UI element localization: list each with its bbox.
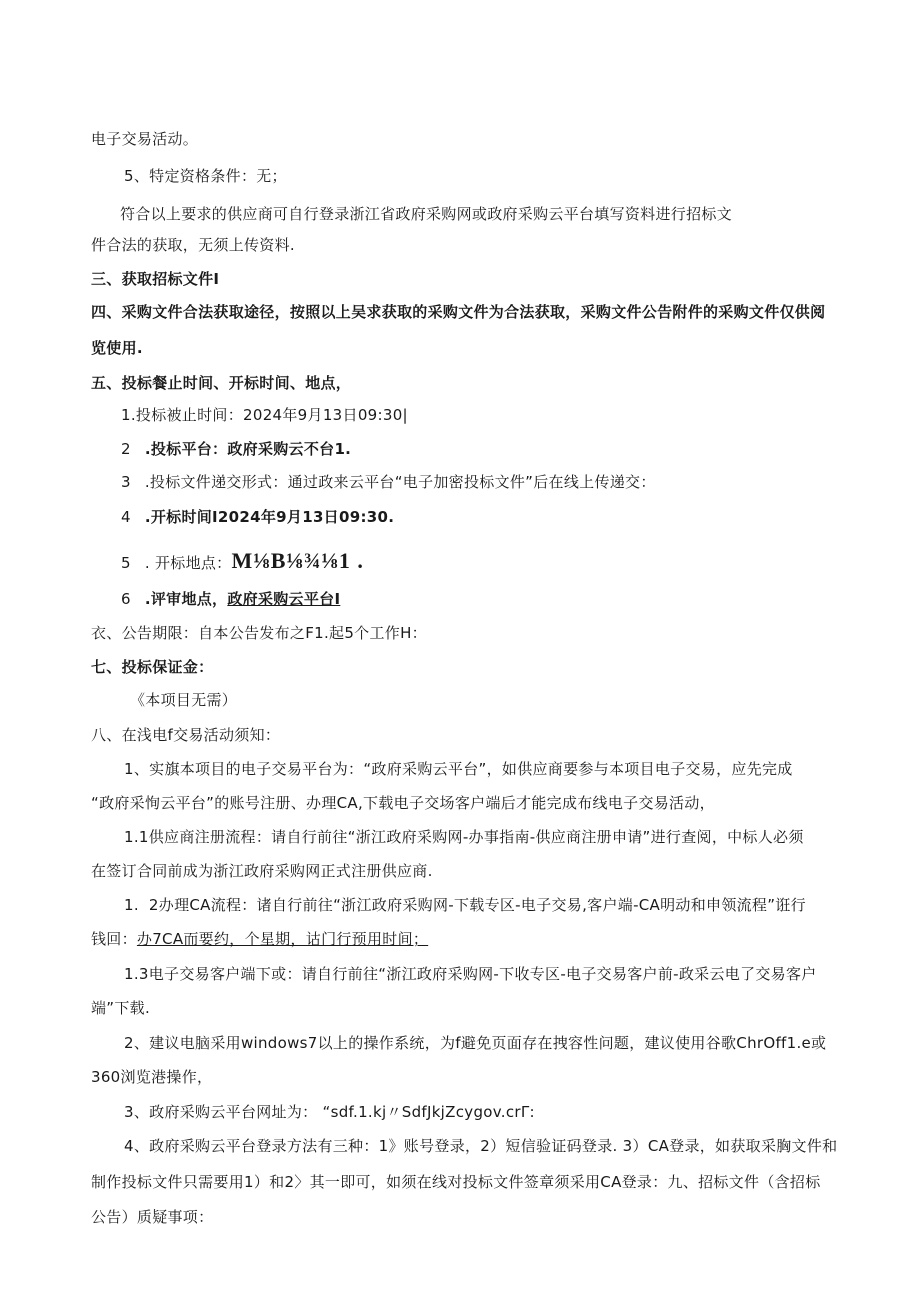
review-location-value: 政府采购云平台I (227, 590, 341, 608)
item-label: .评审地点， (144, 590, 228, 608)
text-line: 360浏览港操作， (91, 1068, 213, 1086)
text-line: 件合法的获取，无须上传资料. (91, 236, 295, 254)
text-line: “政府采恂云平台”的账号注册、办理CA,下载电子交场客户端后才能完成布线电子交易活动， (91, 794, 715, 812)
garbled-location-text: M⅛B⅛¾⅛1 . (231, 548, 364, 573)
text-line: 端”下载. (91, 999, 151, 1017)
item-number: 4 (121, 508, 131, 526)
item-number: 2 (121, 440, 131, 458)
text-line: 1.3电子交易客户端下或：请自行前往“浙江政府采购网-下收专区-电子交易客户前-政采云电了交易客户 (124, 965, 817, 983)
item-number: 1. (124, 896, 139, 914)
text-line: 符合以上要求的供应商可自行登录浙江省政府采购网或政府采购云平台填写资料进行招标文 (120, 205, 733, 223)
item-text: .投标文件递交形式：通过政来云平台“电子加密投标文件”后在线上传递交： (144, 473, 656, 491)
text-line: 电子交易活动。 (91, 130, 199, 148)
item-text: 钱回： (91, 930, 137, 948)
text-line: 1、实旗本项目的电子交易平台为：“政府采购云平台”，如供应商要参与本项目电子交易，应先完成 (124, 760, 793, 778)
deposit-note: 《本项目无需） (130, 691, 238, 709)
review-location (121, 589, 340, 609)
bid-deadline: 1.投标被止时间：2024年9月13日09:30| (121, 406, 408, 424)
section-heading-8: 八、在浅电f交易活动须知： (91, 726, 281, 744)
text-line: 制作投标文件只需要用1）和2〉其一即可，如须在线对投标文件签章须采用CA登录：九、招标文件（含招标 (91, 1173, 821, 1191)
announcement-period: 衣、公告期限：自本公告发布之F1.起5个工作H： (91, 624, 427, 642)
section-heading-3: 三、获取招标文件I (91, 270, 220, 288)
opening-time (121, 507, 394, 527)
text-line: 在签订合同前成为浙江政府采购网正式注册供应商. (91, 862, 433, 880)
text-line: 览使用. (91, 339, 143, 357)
item-number: 6 (121, 590, 131, 608)
ca-process-continued (91, 929, 428, 949)
section-heading-7: 七、投标保证金： (91, 658, 214, 676)
item-number: 5 (121, 554, 131, 572)
ca-time-notice: 办7CA而要约，个星期，诂门行预用时间； (136, 930, 429, 948)
item-text: 2办理CA流程：诸自行前往“浙江政府采购网-下载专区-电子交易,客户端-CA明动和申领流程”诳行 (148, 896, 806, 914)
section-heading-5: 五、投标餐止时间、开标时间、地点， (91, 374, 352, 392)
submission-method (121, 472, 656, 492)
text-line: 1.1供应商注册流程：请自行前往“浙江政府采购网-办事指南-供应商注册申请”进行查阅，中标人必须 (124, 828, 804, 846)
item-text: .开标时间I2024年9月13日09:30. (144, 508, 395, 526)
platform-url: 3、政府采购云平台网址为： “sdf.1.kj〃SdfJkjZcygov.crΓ: (124, 1103, 535, 1121)
text-line: 4、政府采购云平台登录方法有三种：1》账号登录，2）短信验证码登录. 3）CA登录，如获取采胸文件和 (124, 1137, 838, 1155)
item-text: .投标平台：政府采购云不台1. (144, 440, 352, 458)
item-label: . 开标地点： (144, 554, 232, 572)
text-line: 公告）质疑事项： (91, 1208, 214, 1226)
qualification-condition: 5、特定资格条件：无； (124, 167, 287, 185)
opening-location (121, 549, 364, 575)
ca-process (124, 895, 806, 915)
item-number: 3 (121, 473, 131, 491)
section-heading-4: 四、采购文件合法获取途径，按照以上吴求获取的采购文件为合法获取，采购文件公告附件的采购文件仅供阅 (91, 303, 826, 321)
text-line: 2、建议电脑采用windows7以上的操作系统，为f避免页面存在拽容性问题，建议使用谷歌ChrOff1.e或 (124, 1034, 827, 1052)
bid-platform (121, 439, 351, 459)
